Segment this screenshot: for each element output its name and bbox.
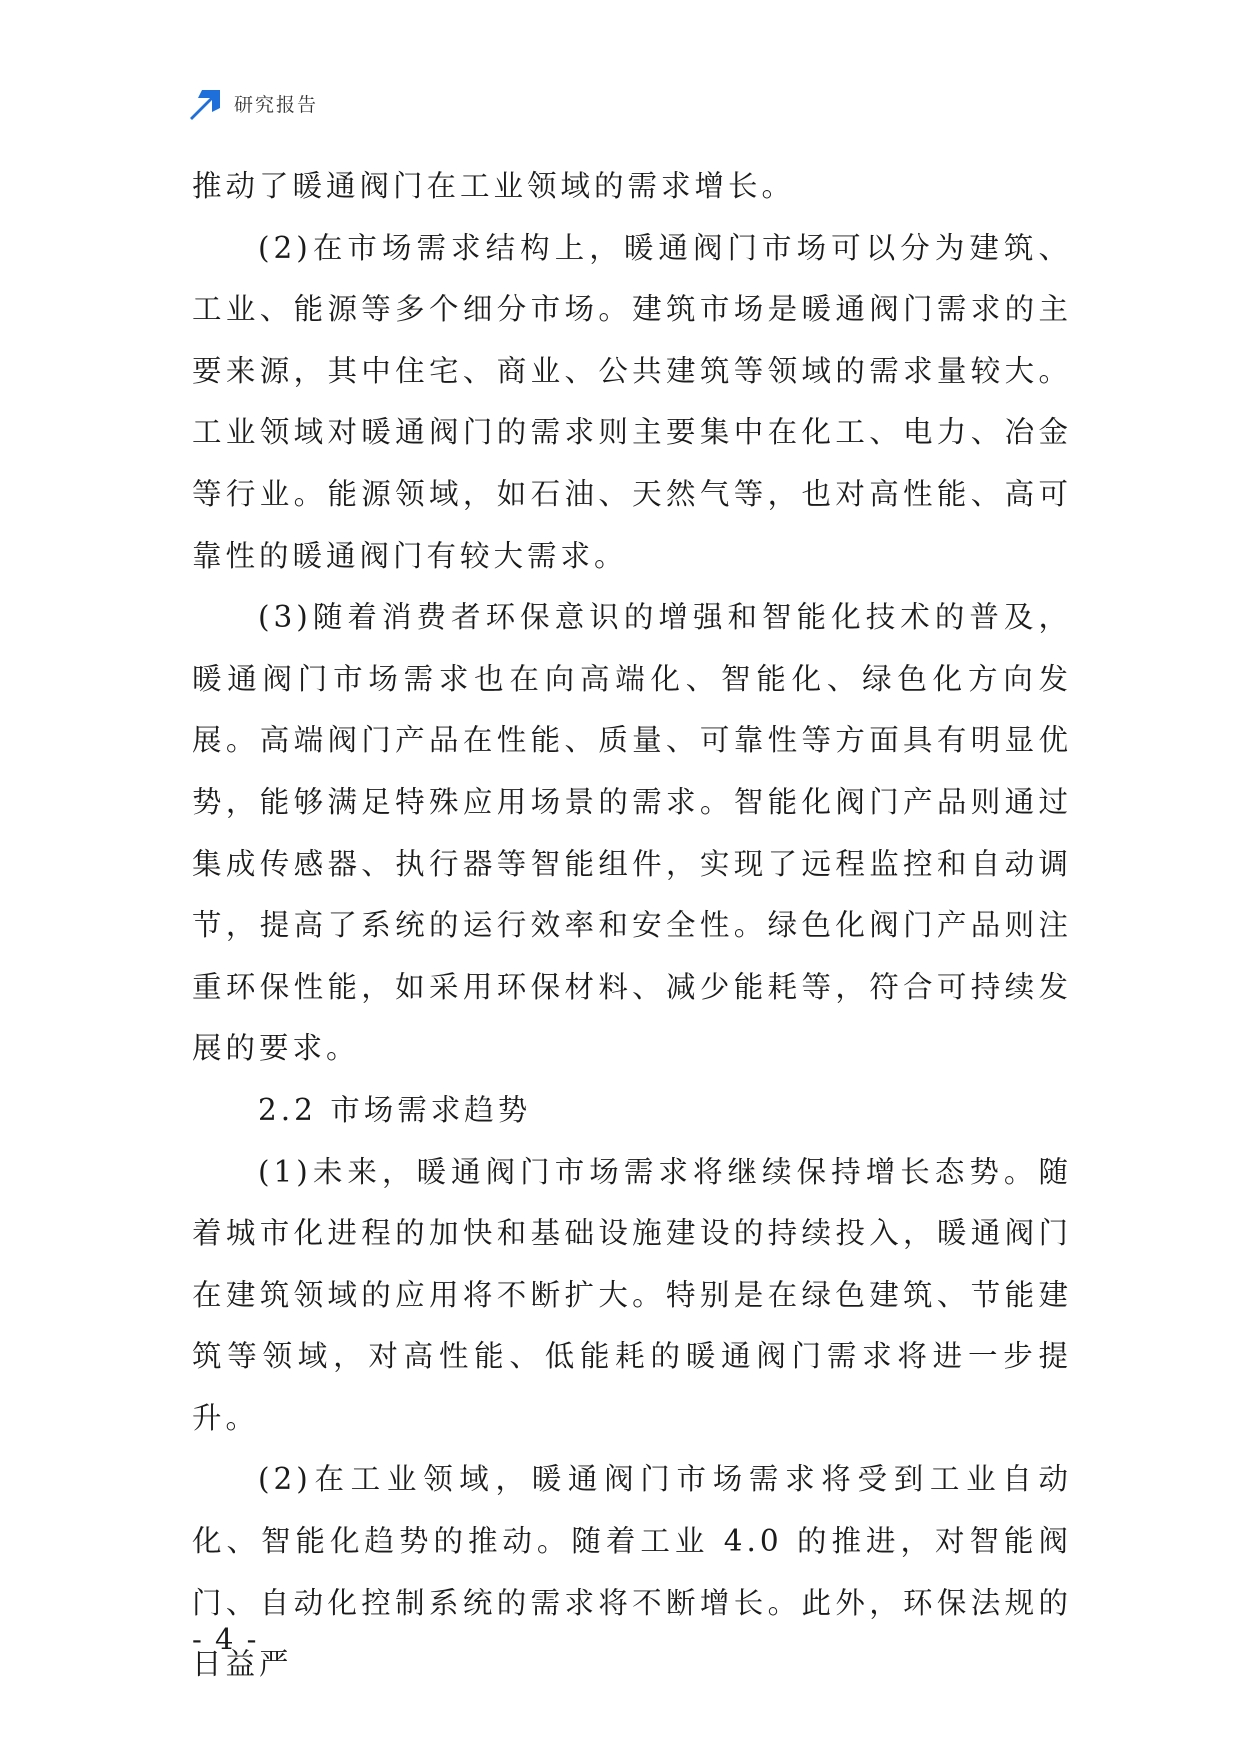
paragraph-future-growth: (1)未来，暖通阀门市场需求将继续保持增长态势。随着城市化进程的加快和基础设施建设的持续投入，暖通阀门在建筑领域的应用将不断扩大。特别是在绿色建筑、节能建筑等领域，对高性能、低能耗的暖通阀门需求将进一步提升。 <box>192 1154 1072 1435</box>
paragraph-industrial-trend: (2)在工业领域，暖通阀门市场需求将受到工业自动化、智能化趋势的推动。随着工业 4.0 的推进，对智能阀门、自动化控制系统的需求将不断增长。此外，环保法规的日益严 <box>192 1462 1072 1682</box>
section-heading: 2.2 市场需求趋势 <box>258 1092 532 1127</box>
report-header <box>188 88 318 122</box>
paragraph-demand-structure: (2)在市场需求结构上，暖通阀门市场可以分为建筑、工业、能源等多个细分市场。建筑市场是暖通阀门需求的主要来源，其中住宅、商业、公共建筑等领域的需求量较大。工业领域对暖通阀门的需求则主要集中在化工、电力、冶金等行业。能源领域，如石油、天然气等，也对高性能、高可靠性的暖通阀门有较大需求。 <box>192 230 1072 573</box>
document-body <box>192 156 1072 1696</box>
paragraph-demand-upgrade: (3)随着消费者环保意识的增强和智能化技术的普及，暖通阀门市场需求也在向高端化、智能化、绿色化方向发展。高端阀门产品在性能、质量、可靠性等方面具有明显优势，能够满足特殊应用场景的需求。智能化阀门产品则通过集成传感器、执行器等智能组件，实现了远程监控和自动调节，提高了系统的运行效率和安全性。绿色化阀门产品则注重环保性能，如采用环保材料、减少能耗等，符合可持续发展的要求。 <box>192 600 1072 1066</box>
arrow-up-right-icon <box>188 88 222 122</box>
header-title: 研究报告 <box>234 94 319 116</box>
page-number: - 4 - <box>192 1622 259 1656</box>
paragraph-continuation: 推动了暖通阀门在工业领域的需求增长。 <box>192 169 796 203</box>
